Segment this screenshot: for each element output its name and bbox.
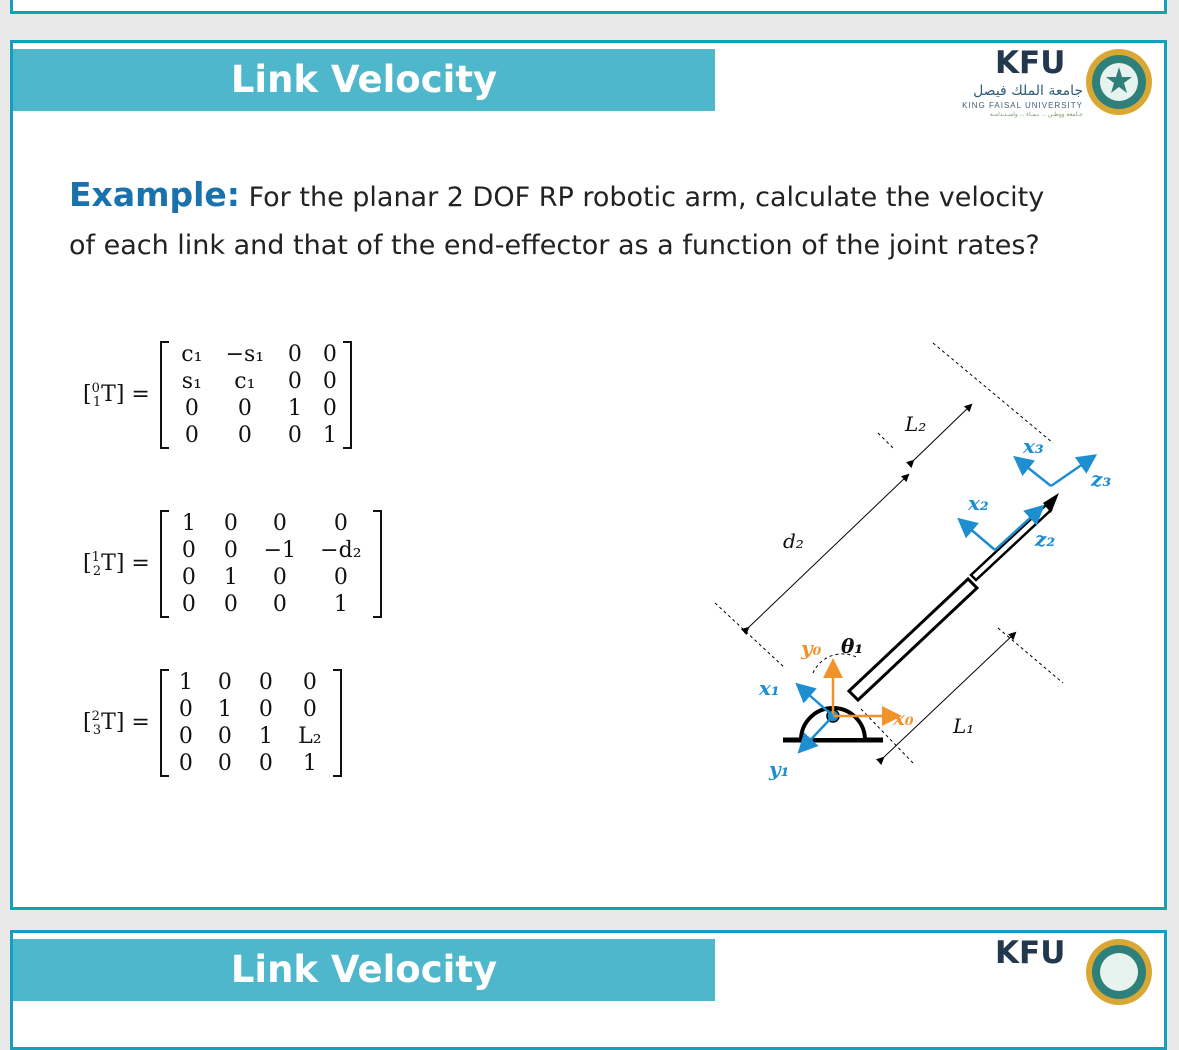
transform-0-1 bbox=[83, 341, 352, 449]
next-slide-title: Link Velocity bbox=[230, 948, 498, 991]
dimension-guide bbox=[998, 628, 1063, 683]
matrix-cell: 0 bbox=[184, 396, 199, 421]
matrix-cell: 0 bbox=[258, 697, 273, 722]
matrix-cell: 0 bbox=[333, 511, 348, 536]
label-d2: d₂ bbox=[783, 529, 804, 553]
label-z3: z₃ bbox=[1091, 467, 1112, 491]
matrix-cell: 1 bbox=[302, 751, 317, 776]
matrix-cell: 0 bbox=[272, 592, 287, 617]
z3-axis bbox=[1051, 457, 1093, 486]
university-seal-icon bbox=[1084, 47, 1154, 117]
label-z2: z₂ bbox=[1035, 527, 1056, 551]
matrix-cell: 0 bbox=[223, 538, 238, 563]
next-slide bbox=[10, 930, 1167, 1050]
matrix-cell: 0 bbox=[322, 369, 337, 394]
matrix-cell: 0 bbox=[178, 697, 193, 722]
matrix-cell: 0 bbox=[322, 342, 337, 367]
problem-text: For the planar 2 DOF RP robotic arm, calculate the velocity of each link and that of the end-effector as a function of the joint rates? bbox=[69, 182, 1045, 261]
matrix-cell: 0 bbox=[237, 423, 252, 448]
matrix-cell: 0 bbox=[223, 592, 238, 617]
matrix-cell: 0 bbox=[258, 670, 273, 695]
matrix-cell: 1 bbox=[178, 670, 193, 695]
label-theta1: θ₁ bbox=[841, 634, 864, 658]
next-logo-kfu-text: KFU bbox=[995, 935, 1066, 971]
matrix-cell: 0 bbox=[287, 423, 302, 448]
x2-axis bbox=[961, 521, 995, 550]
matrix-cell: 1 bbox=[181, 511, 196, 536]
slide-link-velocity bbox=[10, 40, 1167, 910]
matrix-cell: 0 bbox=[287, 342, 302, 367]
label-x3: x₃ bbox=[1023, 434, 1044, 458]
matrix-cell: 0 bbox=[223, 511, 238, 536]
logo-kfu-text: KFU bbox=[995, 45, 1066, 81]
matrix-cell: 1 bbox=[333, 592, 348, 617]
matrix-cell: 0 bbox=[181, 565, 196, 590]
label-l2: L₂ bbox=[905, 412, 927, 436]
problem-statement bbox=[69, 171, 1069, 270]
matrix-cell: 0 bbox=[178, 751, 193, 776]
link-1 bbox=[849, 579, 977, 700]
matrix-cell: 0 bbox=[272, 565, 287, 590]
matrix-cell: −d₂ bbox=[320, 538, 362, 563]
matrix-cell: 1 bbox=[217, 697, 232, 722]
matrix-cell: −1 bbox=[263, 538, 297, 563]
next-title-band bbox=[13, 939, 715, 1001]
matrix-cell: 0 bbox=[178, 724, 193, 749]
label-y1: y₁ bbox=[769, 757, 790, 781]
matrix-cell: s₁ bbox=[181, 369, 202, 394]
matrix bbox=[160, 669, 342, 777]
transform-1-2 bbox=[83, 510, 382, 618]
previous-slide bbox=[10, 0, 1167, 14]
matrix-cell: −s₁ bbox=[225, 342, 265, 367]
slide-title: Link Velocity bbox=[230, 58, 498, 101]
matrix-cell: 0 bbox=[272, 511, 287, 536]
matrix bbox=[160, 341, 352, 449]
matrix-cell: c₁ bbox=[181, 342, 203, 367]
matrix-cell: 0 bbox=[181, 538, 196, 563]
matrix-cell: 1 bbox=[322, 423, 337, 448]
matrix-cell: 1 bbox=[223, 565, 238, 590]
label-y0: y₀ bbox=[801, 636, 822, 660]
matrix-cell: 0 bbox=[333, 565, 348, 590]
logo-arabic-name: جامعة الملك فيصل bbox=[973, 83, 1083, 99]
dimension-guide bbox=[878, 433, 893, 448]
matrix-cell: 0 bbox=[302, 670, 317, 695]
matrix-cell: 0 bbox=[322, 396, 337, 421]
next-university-seal-icon bbox=[1084, 937, 1154, 1007]
matrix-cell: L₂ bbox=[298, 724, 322, 749]
transform-2-3 bbox=[83, 669, 342, 777]
logo-english-name: KING FAISAL UNIVERSITY bbox=[962, 101, 1083, 110]
title-band bbox=[13, 49, 715, 111]
label-x1: x₁ bbox=[759, 676, 780, 700]
matrix bbox=[160, 510, 382, 618]
matrix-cell: 1 bbox=[258, 724, 273, 749]
transform-2-3-label: [$^2_3$T] = bbox=[83, 708, 150, 738]
next-kfu-logo bbox=[943, 935, 1158, 1013]
matrix-cell: 0 bbox=[217, 724, 232, 749]
matrix-cell: 0 bbox=[258, 751, 273, 776]
label-x0: x₀ bbox=[893, 706, 914, 730]
kfu-logo bbox=[943, 45, 1158, 123]
matrix-cell: 1 bbox=[287, 396, 302, 421]
dimension-guide bbox=[715, 603, 785, 668]
label-x2: x₂ bbox=[968, 491, 989, 515]
matrix-cell: 0 bbox=[217, 751, 232, 776]
matrix-cell: 0 bbox=[181, 592, 196, 617]
d2-dimension bbox=[748, 475, 908, 628]
rp-arm-diagram bbox=[703, 323, 1123, 803]
matrix-cell: 0 bbox=[287, 369, 302, 394]
matrix-cell: 0 bbox=[184, 423, 199, 448]
transform-1-2-label: [$^1_2$T] = bbox=[83, 549, 150, 579]
matrix-cell: c₁ bbox=[234, 369, 256, 394]
transform-0-1-label: [$^0_1$T] = bbox=[83, 380, 150, 410]
matrix-cell: 0 bbox=[302, 697, 317, 722]
dimension-guide bbox=[933, 343, 1053, 443]
logo-tagline: جـامعة ووطـن ... نـمـاء ... واسـتـدامـة bbox=[989, 112, 1083, 118]
example-keyword: Example: bbox=[69, 175, 240, 214]
label-l1: L₁ bbox=[953, 714, 975, 738]
matrix-cell: 0 bbox=[237, 396, 252, 421]
x3-axis bbox=[1017, 459, 1051, 486]
matrix-cell: 0 bbox=[217, 670, 232, 695]
